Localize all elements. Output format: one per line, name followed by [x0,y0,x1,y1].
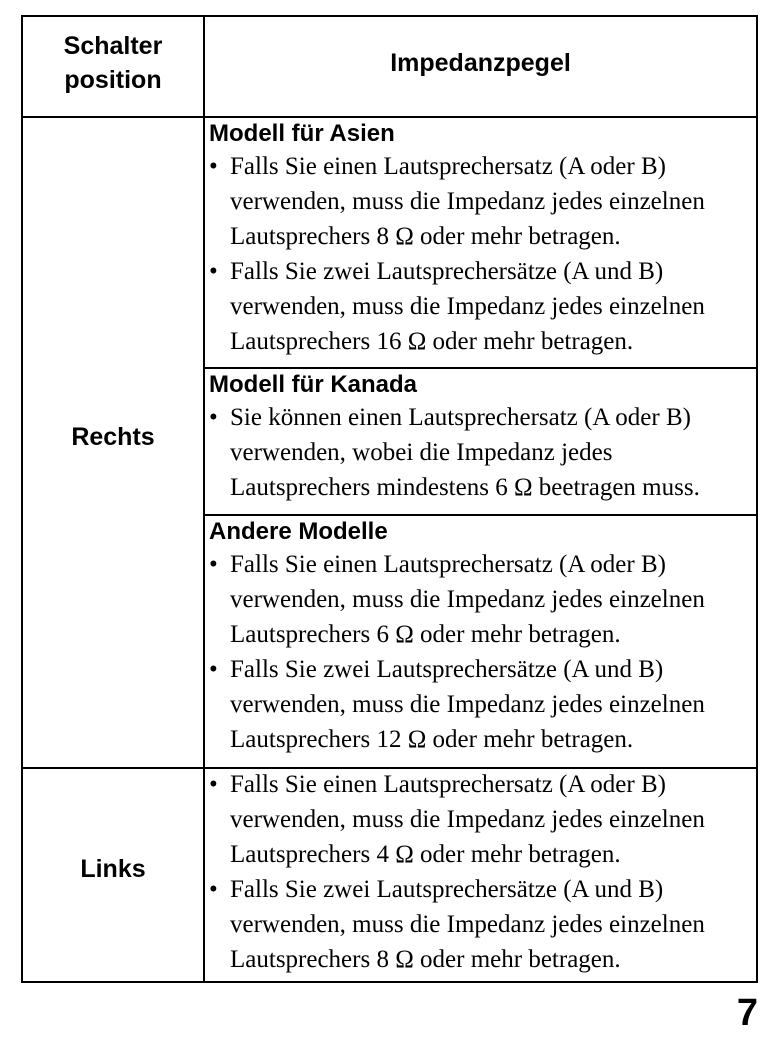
header-switch-position-line2: position [64,66,162,94]
bullet-item [209,652,757,757]
header-switch-position-line1: Schalter [63,32,163,60]
bullet-line: Falls Sie zwei Lautsprechersätze (A und B) [230,258,664,285]
bullet-line: Lautsprechers 16 Ω oder mehr betragen. [230,328,634,355]
bullet-line: verwenden, muss die Impedanz jedes einzelnen [230,293,705,320]
section-title: Modell für Asien [209,120,395,147]
bullet-line: Sie können einen Lautsprechersatz (A oder B) [230,404,691,431]
bullet-icon: • [209,404,218,431]
header-divider [23,116,756,118]
position-links: Links [80,855,146,883]
section-asia [209,119,757,359]
bullet-item [209,872,757,977]
bullet-icon: • [209,153,218,180]
position-rechts: Rechts [71,423,155,451]
section-links [209,767,757,977]
section-divider [203,367,756,369]
page-number: 7 [736,992,758,1034]
bullet-line: Lautsprechers 8 Ω oder mehr betragen. [230,946,621,973]
section-divider [203,514,756,516]
bullet-line: Falls Sie zwei Lautsprechersätze (A und B) [230,656,664,683]
bullet-line: verwenden, muss die Impedanz jedes einzelnen [230,691,705,718]
section-title: Andere Modelle [209,518,388,545]
bullet-item [209,400,757,505]
bullet-line: Lautsprechers 8 Ω oder mehr betragen. [230,223,621,250]
bullet-line: Lautsprechers 4 Ω oder mehr betragen. [230,841,621,868]
bullet-icon: • [209,656,218,683]
bullet-line: verwenden, wobei die Impedanz jedes [230,439,613,466]
header-switch-position [23,29,203,97]
section-canada [209,370,757,505]
bullet-line: verwenden, muss die Impedanz jedes einzelnen [230,806,705,833]
bullet-item [209,767,757,872]
bullet-icon: • [209,771,218,798]
bullet-item [209,254,757,359]
header-impedance-level: Impedanzpegel [390,49,571,77]
section-title: Modell für Kanada [209,371,418,398]
bullet-line: Falls Sie einen Lautsprechersatz (A oder B) [230,551,666,578]
section-other-models [209,517,757,757]
bullet-icon: • [209,258,218,285]
bullet-line: verwenden, muss die Impedanz jedes einzelnen [230,911,705,938]
bullet-line: Falls Sie einen Lautsprechersatz (A oder B) [230,771,666,798]
bullet-icon: • [209,876,218,903]
bullet-line: Lautsprechers 12 Ω oder mehr betragen. [230,726,634,753]
impedance-table [21,15,758,983]
bullet-line: Falls Sie einen Lautsprechersatz (A oder B) [230,153,666,180]
bullet-item [209,149,757,254]
bullet-line: verwenden, muss die Impedanz jedes einzelnen [230,188,705,215]
bullet-item [209,547,757,652]
bullet-line: verwenden, muss die Impedanz jedes einzelnen [230,586,705,613]
bullet-line: Falls Sie zwei Lautsprechersätze (A und B) [230,876,664,903]
bullet-line: Lautsprechers 6 Ω oder mehr betragen. [230,621,621,648]
bullet-icon: • [209,551,218,578]
column-divider [203,17,205,981]
bullet-line: Lautsprechers mindestens 6 Ω beetragen muss. [230,474,700,501]
